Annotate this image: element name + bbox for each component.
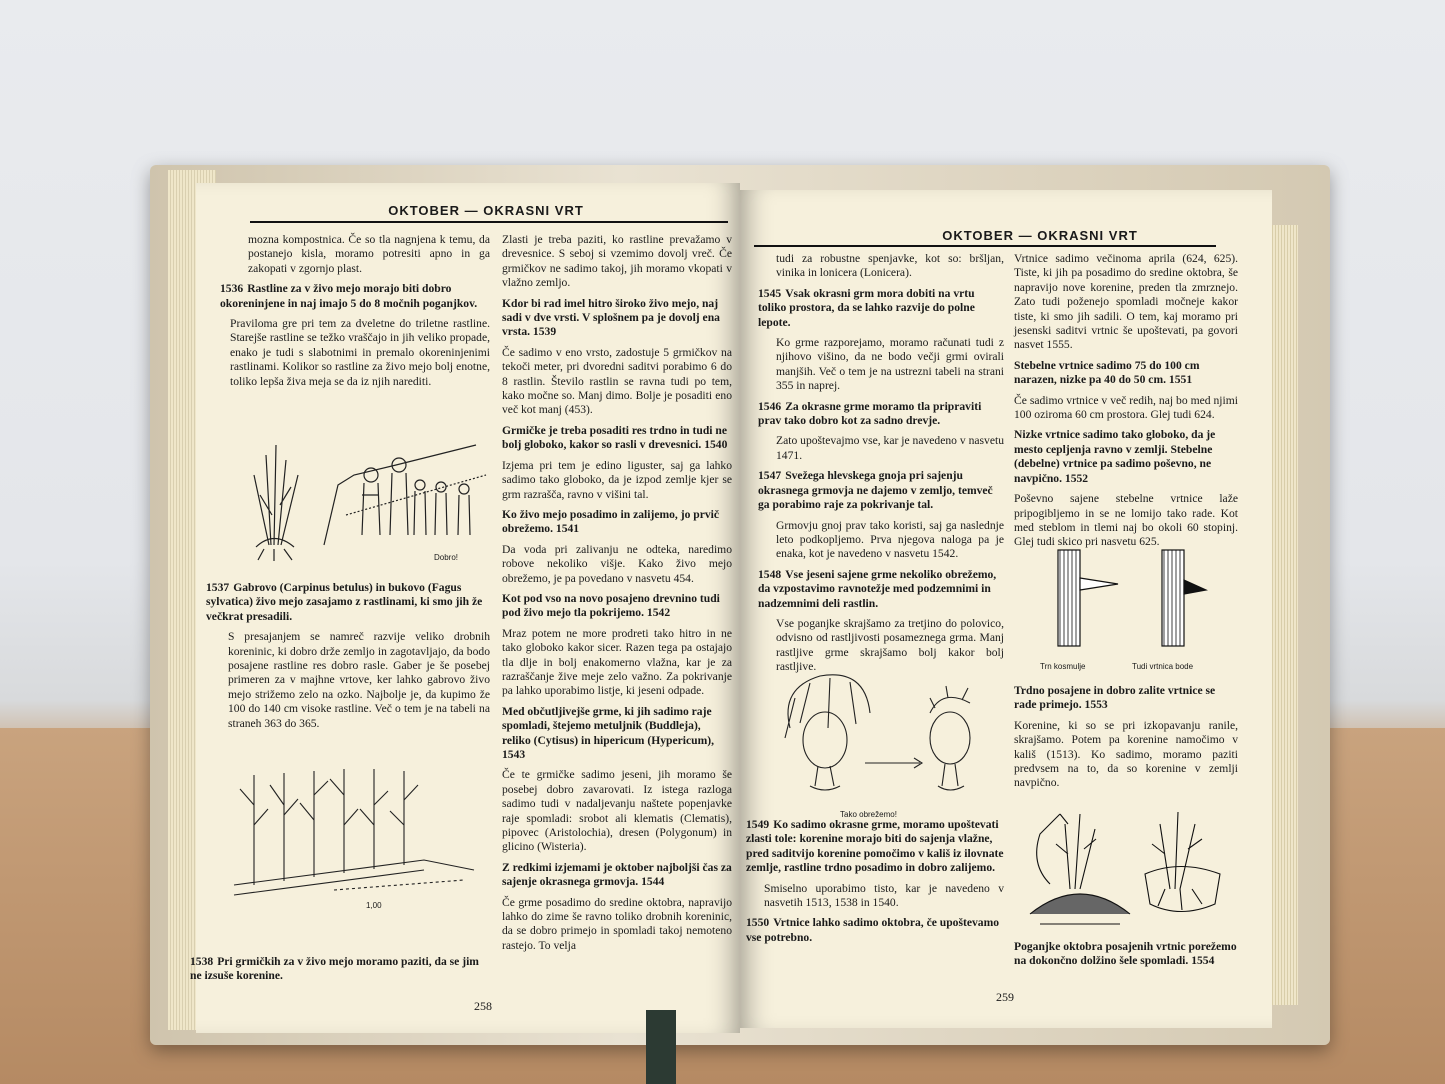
figure-caption: Dobro! [434,553,459,562]
tip-heading: Za okrasne grme moramo tla pripraviti prav tako dobro kot za sadno drevje. [758,399,982,428]
tip-heading: Stebelne vrtnice sadimo 75 do 100 cm narazen, nizke pa 40 do 50 cm. [1014,358,1200,387]
rose-planting-illustration [1020,794,1240,934]
paragraph: Ko grme razporejamo, moramo računati tudi z njihovo višino, da ne bodo večji grmi ovirali manjših. Več o tem je na ustrezni tabeli na strani 355 in naprej. [776,336,1004,393]
tip-number: 1543 [502,748,526,761]
tip-heading: Grmičke je treba posaditi res trdno in tudi ne bolj globoko, kakor so rasli v drevesnici. [502,423,728,452]
paragraph: tudi za robustne spenjavke, kot so: bršljan, vinika in lonicera (Lonicera). [776,252,1004,280]
tip-number: 1540 [704,438,728,452]
tip-heading: Ko sadimo okrasne grme, moramo upoštevati zlasti tole: korenine morajo biti do sajenja vlažne, pred saditvijo korenine pomočimo v kališ iz ilovnate zemlje, rastline trdno posadimo in dobro zalijemo. [746,818,1004,875]
header-rule [754,245,1216,247]
paragraph: Praviloma gre pri tem za dveletne do triletne rastline. Starejše rastline se težko vraščajo in jih veliko propade, enako je tudi s slabotnimi in premalo okoreninjenimi rastlinami. Kolikor so rastline za živo mejo bolj enotne, toliko lepša živa meja se da iz njih narediti. [230,317,490,388]
tip-number: 1541 [555,522,580,536]
right-column-1b [746,818,1004,951]
tip-heading: Kot pod vso na novo posajeno drevnino tudi pod živo mejo tla pokrijemo. [502,591,720,620]
tip-number: 1536 [220,282,244,296]
tip-number: 1549 [746,818,770,831]
hedge-row-illustration [224,765,494,913]
left-column-1 [220,233,490,395]
paragraph: Zlasti je treba paziti, ko rastline prevažamo v drevesnice. S seboj si vzemimo dovolj vreč. Če grmičkov ne sadimo takoj, jih moramo vkopati v vlažno zemljo. [502,233,732,290]
dimension-label: 1,00 [366,901,382,910]
tip-number: 1538 [190,955,214,968]
page-header: OKTOBER — OKRASNI VRT [942,228,1138,243]
tip-heading: Kdor bi rad imel hitro široko živo mejo, naj sadi v dve vrsti. V splošnem pa je dovolj ena vrsta. [502,296,720,339]
tip-number: 1552 [1064,471,1089,485]
paragraph: Smiselno uporabimo tisto, kar je navedeno v nasvetih 1513, 1538 in 1540. [764,881,1004,910]
tip-number: 1544 [641,875,665,889]
right-column-2b [1014,684,1238,797]
page-header: OKTOBER — OKRASNI VRT [388,203,584,218]
tip-number: 1554 [1191,954,1215,968]
tip-heading: Gabrovo (Carpinus betulus) in bukovo (Fagus sylvatica) živo mejo zasajamo z rastlinami, ki smo jih že večkrat presadili. [206,581,483,623]
paragraph: Vrtnice sadimo večinoma aprila (624, 625). Tiste, ki jih pa posadimo do sredine oktobra, še napravijo nove korenine, preden tla zmrznejo. Zato tudi poženejo spomladi močneje kakor tiste, ki smo jih sadili. O tem, kaj moramo pri jesenski saditvi vrtnic še upoštevati, pa govori nasvet 1555. [1014,252,1238,352]
paragraph: Če sadimo v eno vrsto, zadostuje 5 grmičkov na tekoči meter, pri dvoredni saditvi porabimo 6 do 8 rastlin. Število rastlin se ravna tudi po tem, kako močne so. Manj dimo. Bolje je posaditi eno več kot manj (453). [502,345,732,417]
tip-heading: Pri grmičkih za v živo mejo moramo paziti, da se jim ne izsuše korenine. [190,955,479,983]
tip-heading: Z redkimi izjemami je oktober najboljši čas za sajenje okrasnega grmovja. [502,860,732,889]
left-column-2 [502,233,732,959]
paragraph: Vse poganjke skrajšamo za tretjino do polovico, odvisno od rastljivosti posameznega grma. Manj rastljive grme skrajšamo bolj kakor bolj rastljive. [776,616,1004,674]
paragraph: Če sadimo vrtnice v več redih, naj bo med njimi 100 oziroma 60 cm prostora. Glej tudi 624. [1014,393,1238,422]
paragraph: S presajanjem se namreč razvije veliko drobnih koreninic, ki dobro drže zemljo in zagotavljajo, da bodo posajene rastline res dobro rasle. Gaber je še posebej primeren za v majhne vrtove, ker lahko gabrovo živo mejo strižemo zelo na ozko. Najbolje je, da kupimo že 100 do 140 cm visoke rastline. Več o tem je na tabeli na straneh 363 do 365. [228,630,490,730]
tip-heading: Nizke vrtnice sadimo tako globoko, da je mesto cepljenja ravno v zemlji. Stebelne (debelne) vrtnice pa sadimo poševno, ne navpično. [1014,428,1216,485]
tip-number: 1551 [1168,373,1193,387]
tip-number: 1542 [646,606,671,620]
tip-heading: Svežega hlevskega gnoja pri sajenju okrasnega grmovja ne dajemo v zemljo, temveč ga porabimo raje za pokrivanje tal. [758,469,993,512]
right-page [740,190,1272,1028]
figure-caption: Tudi vrtnica bode [1132,662,1194,671]
tip-number: 1537 [206,581,230,594]
tip-number: 1547 [758,469,782,483]
left-column-1c [190,955,490,990]
tip-number: 1553 [1084,698,1108,712]
tip-heading: Vsak okrasni grm mora dobiti na vrtu toliko prostora, da se lahko razvije do polne lepote. [758,286,975,329]
figure-caption: Trn kosmulje [1040,662,1086,671]
figure-caption: Tako obrežemo! [840,810,897,819]
hedge-planting-illustration [236,435,491,563]
paragraph: Poševno sajene stebelne vrtnice laže pripogibljemo in se ne lomijo tako rade. Kot med steblom in tlemi naj bo okoli 60 stopinj. Glej tudi skico pri nasvetu 625. [1014,492,1238,549]
bookmark-ribbon [646,1010,676,1084]
tip-heading: Rastline za v živo mejo morajo biti dobro okoreninjene in naj imajo 5 do 8 močnih poganjkov. [220,282,478,310]
tip-number: 1548 [758,567,782,581]
paragraph: mozna kompostnica. Če so tla nagnjena k temu, da postanejo kisla, moramo potresiti apno in ga zakopati v zgornjo plast. [248,233,490,275]
paragraph: Če te grmičke sadimo jeseni, jih moramo še posebej dobro zavarovati. Iz istega razloga sadimo tudi v nadaljevanju naštete popenjavke raje spomladi: srobot ali klematis (Clematis), pipovec (Aristolochia), dresen (Polygonum) in glicino (Wisteria). [502,768,732,854]
right-column-2 [1014,252,1238,556]
thorn-illustration [1030,550,1230,650]
page-number: 259 [996,990,1014,1004]
tip-heading: Med občutljivejše grme, ki jih sadimo raje spomladi, štejemo metuljnik (Buddleja), reliko (Cytisus) in hipericum (Hypericum), [502,704,715,747]
tip-number: 1539 [532,325,557,339]
tip-heading: Poganjke oktobra posajenih vrtnic porežemo na dokončno dolžino šele spomladi. [1014,940,1237,968]
pruning-illustration [770,668,1000,808]
tip-heading: Ko živo mejo posadimo in zalijemo, jo prvič obrežemo. [502,507,720,536]
paragraph: Mraz potem ne more prodreti tako hitro in ne tako globoko kakor sicer. Razen tega pa ostajajo tla dlje in bolj enakomerno vlažna, kar je za razraščanje žive meje zelo važno. Za pokrivanje pa lahko uporabimo listje, ki jeseni odpade. [502,626,732,698]
right-column-1 [758,252,1004,681]
tip-number: 1546 [758,399,782,413]
paragraph: Če grme posadimo do sredine oktobra, napravijo lahko do zime še ravno toliko drobnih koreninic, da se dobro primejo in spomladi takoj nemoteno rastejo. To velja [502,895,732,952]
tip-number: 1550 [746,916,770,930]
tip-number: 1545 [758,286,782,300]
left-page [190,183,740,1033]
left-column-1b [206,581,490,737]
paragraph: Izjema pri tem je edino liguster, saj ga lahko sadimo tako globoko, da je izpod zemlje kjer se grm razrašča, ravno v višini tal. [502,458,732,501]
tip-heading: Vrtnice lahko sadimo oktobra, če upoštevamo vse potrebno. [746,916,1000,944]
tip-heading: Vse jeseni sajene grme nekoliko obrežemo, da vzpostavimo ravnotežje med podzemnimi in nadzemnimi deli rastlin. [758,567,997,610]
right-column-2c [1014,940,1238,975]
header-rule [250,221,728,223]
tip-heading: Trdno posajene in dobro zalite vrtnice se rade primejo. [1014,684,1216,712]
paragraph: Korenine, ki so se pri izkopavanju ranile, skrajšamo. Potem pa korenine namočimo v kališ (1513). Ko sadimo, moramo paziti predvsem na to, da so korenine v zemlji navpično. [1014,718,1238,790]
paragraph: Zato upoštevajmo vse, kar je navedeno v nasvetu 1471. [776,434,1004,462]
page-number: 258 [474,999,492,1013]
paragraph: Grmovju gnoj prav tako koristi, saj ga naslednje leto podkopljemo. Prva njegova naloga pa je enaka, kot je navedeno v nasvetu 1542. [776,518,1004,561]
paragraph: Da voda pri zalivanju ne odteka, naredimo robove nekoliko višje. Kako živo mejo obrežemo, je pa povedano v nasvetu 454. [502,542,732,585]
